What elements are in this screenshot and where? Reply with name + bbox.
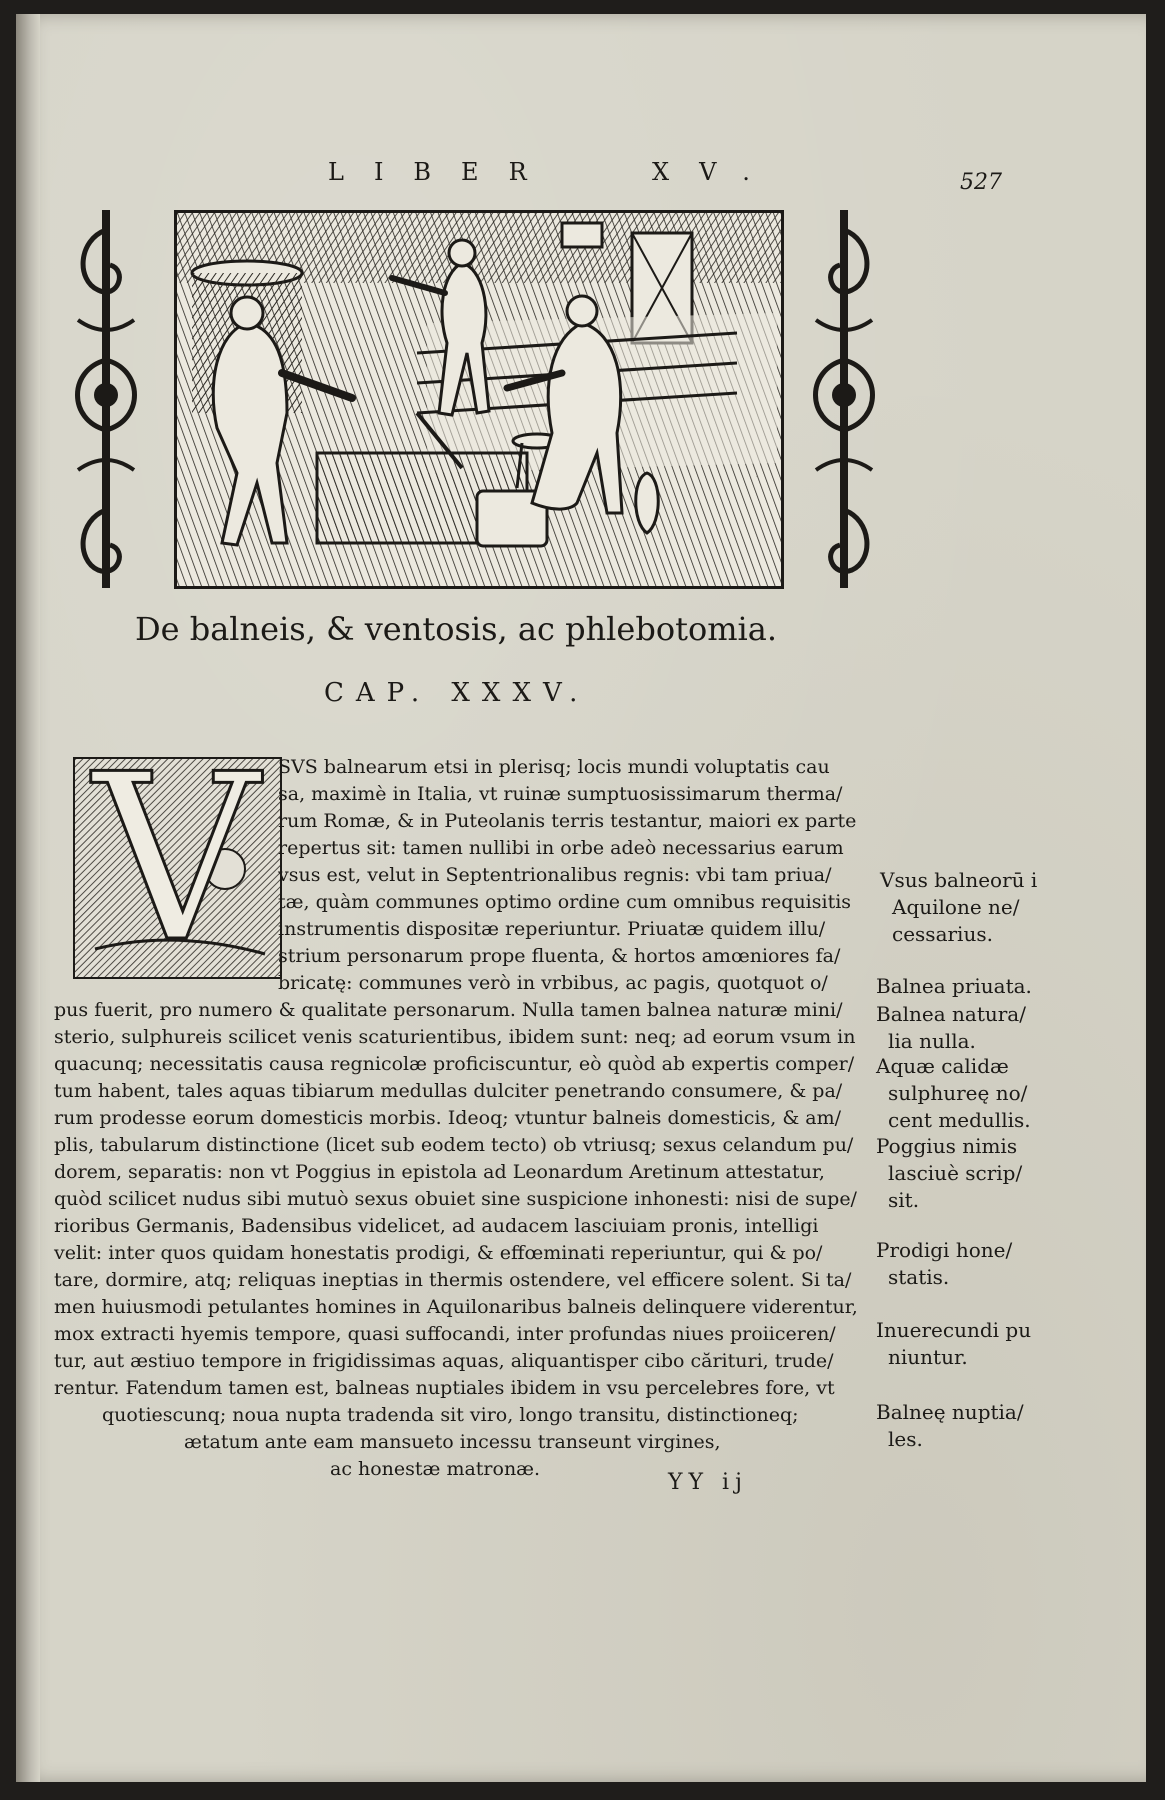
body-line: tæ, quàm communes optimo ordine cum omnibus requisitis bbox=[278, 891, 852, 913]
body-line: repertus sit: tamen nullibi in orbe adeò necessarius earum bbox=[278, 837, 844, 859]
marginal-note-line: Inuerecundi pu bbox=[876, 1318, 1032, 1342]
marginal-note-line: Balnea priuata. bbox=[876, 974, 1032, 998]
body-line: velit: inter quos quidam honestatis prodigi, & effœminati reperiuntur, qui & po/ bbox=[54, 1242, 823, 1264]
marginal-note-line: cessarius. bbox=[892, 922, 993, 946]
body-line: rentur. Fatendum tamen est, balneas nuptiales ibidem in vsu percelebres fore, vt bbox=[54, 1377, 835, 1399]
drop-cap-letter: V bbox=[93, 726, 260, 993]
body-line: strium personarum prope fluenta, & hortos amœniores fa/ bbox=[278, 945, 841, 967]
marginal-note-line: Prodigi hone/ bbox=[876, 1238, 1013, 1262]
book-page bbox=[16, 14, 1146, 1782]
body-line: tare, dormire, atq; reliquas ineptias in thermis ostendere, vel efficere solent. Si ta/ bbox=[54, 1269, 852, 1291]
marginal-note-line: Poggius nimis bbox=[876, 1134, 1018, 1158]
drop-cap bbox=[73, 726, 282, 993]
body-line: sterio, sulphureis scilicet venis scaturientibus, ibidem sunt: neq; ad eorum vsum in bbox=[54, 1026, 856, 1048]
body-line: mox extracti hyemis tempore, quasi suffocandi, inter profundas niues proiiceren/ bbox=[54, 1323, 836, 1345]
body-line: tur, aut æstiuo tempore in frigidissimas aquas, aliquantisper cibo cărituri, trude/ bbox=[54, 1350, 834, 1372]
body-line: rioribus Germanis, Badensibus videlicet, ad audacem lasciuiam pronis, intelligi bbox=[54, 1215, 819, 1237]
body-line: vsus est, velut in Septentrionalibus regnis: vbi tam priua/ bbox=[278, 864, 832, 886]
marginal-note-line: Aquilone ne/ bbox=[892, 895, 1020, 919]
bathhouse-woodcut-icon bbox=[174, 210, 784, 589]
left-ornament-border bbox=[68, 210, 146, 588]
marginal-note-line: lasciuè scrip/ bbox=[888, 1161, 1023, 1185]
marginal-note-line: Balnea natura/ bbox=[876, 1002, 1026, 1026]
body-line: pus fuerit, pro numero & qualitate personarum. Nulla tamen balnea naturæ mini/ bbox=[54, 999, 843, 1021]
page-number: 527 bbox=[960, 170, 1002, 195]
body-line: dorem, separatis: non vt Poggius in epistola ad Leonardum Aretinum attestatur, bbox=[54, 1161, 825, 1183]
right-ornament-border bbox=[806, 210, 884, 588]
marginal-note-line: lia nulla. bbox=[888, 1029, 976, 1053]
body-line: quòd scilicet nudus sibi mutuò sexus obuiet sine suspicione inhonesti: nisi de supe/ bbox=[54, 1188, 857, 1210]
marginal-note-line: cent medullis. bbox=[888, 1108, 1031, 1132]
body-line: bricatę: communes verò in vrbibus, ac pagis, quotquot o/ bbox=[278, 972, 828, 994]
marginal-note-line: sulphureę no/ bbox=[888, 1081, 1028, 1105]
body-line: quacunq; necessitatis causa regnicolæ proficiscuntur, eò quòd ab expertis comper/ bbox=[54, 1053, 855, 1075]
body-line: quotiescunq; noua nupta tradenda sit viro, longo transitu, distinctioneq; bbox=[102, 1404, 799, 1426]
body-line: rum prodesse eorum domesticis morbis. Ideoq; vtuntur balneis domesticis, & am/ bbox=[54, 1107, 842, 1129]
signature-mark: YY ij bbox=[668, 1470, 748, 1495]
marginal-note-line: niuntur. bbox=[888, 1345, 968, 1369]
marginal-note-line: Balneę nuptia/ bbox=[876, 1400, 1024, 1424]
body-line: plis, tabularum distinctione (licet sub eodem tecto) ob vtriusq; sexus celandum pu/ bbox=[54, 1134, 854, 1156]
marginal-note-line: statis. bbox=[888, 1265, 950, 1289]
body-line: instrumentis dispositæ reperiuntur. Priuatæ quidem illu/ bbox=[278, 918, 826, 940]
body-line: tum habent, tales aquas tibiarum medullas dulciter penetrando consumere, & pa/ bbox=[54, 1080, 843, 1102]
marginal-note-line: sit. bbox=[888, 1188, 920, 1212]
body-line: ætatum ante eam mansueto incessu transeunt virgines, bbox=[184, 1431, 721, 1453]
chapter-number: CAP. XXXV. bbox=[324, 678, 590, 708]
body-line: ac honestæ matronæ. bbox=[330, 1458, 541, 1480]
running-title: LIBER bbox=[328, 158, 557, 186]
marginal-note-line: Aquæ calidæ bbox=[876, 1054, 1009, 1078]
body-line: men huiusmodi petulantes homines in Aquilonaribus balneis delinquere viderentur, bbox=[54, 1296, 858, 1318]
book-number: XV. bbox=[652, 158, 780, 186]
page-gutter-shadow bbox=[16, 14, 40, 1782]
marginal-note-line: les. bbox=[888, 1427, 923, 1451]
marginal-note-line: Vsus balneorū i bbox=[880, 868, 1038, 892]
body-line: sa, maximè in Italia, vt ruinæ sumptuosissimarum therma/ bbox=[278, 783, 843, 805]
body-line: SVS balnearum etsi in plerisq; locis mundi voluptatis cau bbox=[278, 756, 830, 778]
chapter-title: De balneis, & ventosis, ac phlebotomia. bbox=[134, 610, 778, 648]
body-line: rum Romæ, & in Puteolanis terris testantur, maiori ex parte bbox=[278, 810, 857, 832]
